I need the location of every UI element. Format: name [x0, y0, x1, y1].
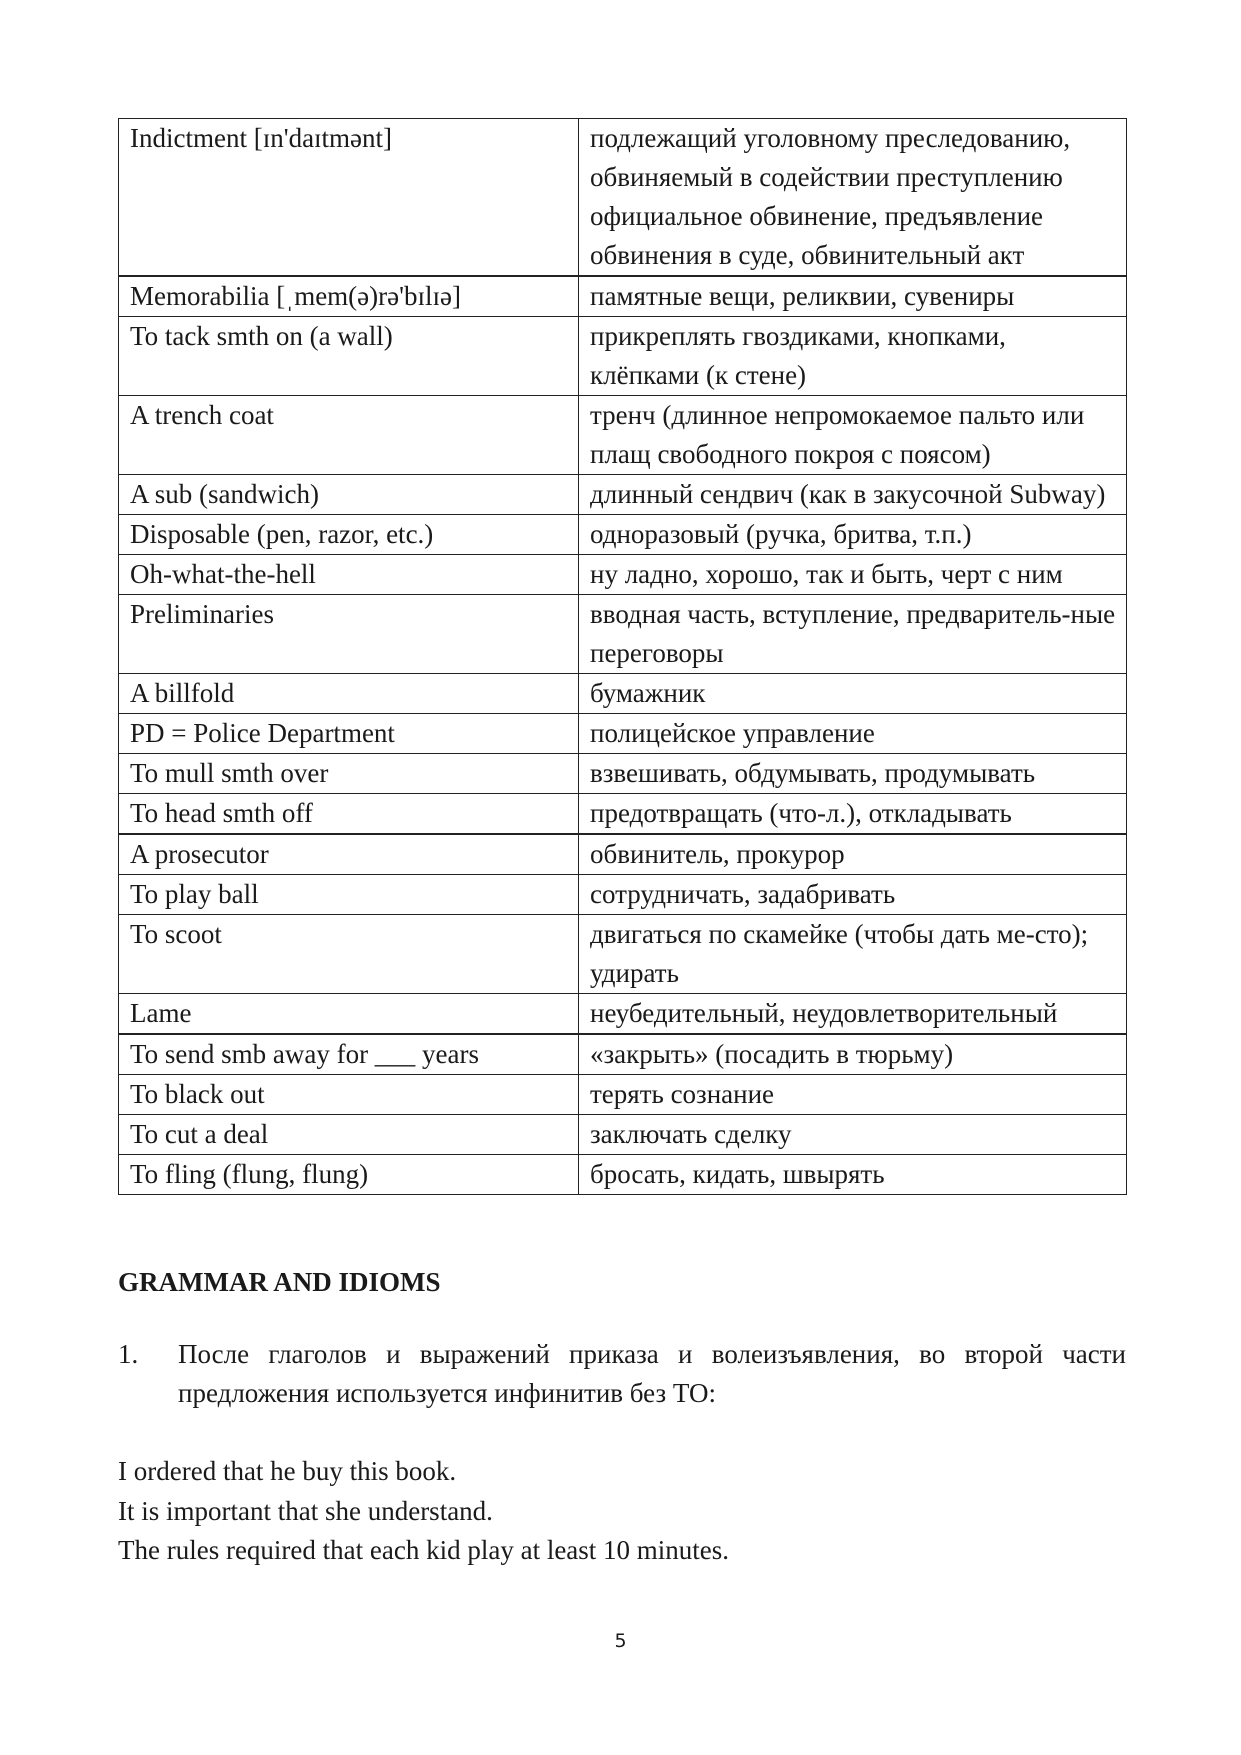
table-row [119, 396, 1127, 475]
example-sentence: It is important that she understand. [118, 1495, 493, 1526]
term-cell: To tack smth on (a wall) [119, 317, 579, 396]
table-row [119, 595, 1127, 674]
translation-cell: ну ладно, хорошо, так и быть, черт с ним [579, 555, 1127, 595]
translation-cell: «закрыть» (посадить в тюрьму) [579, 1034, 1127, 1075]
table-row [119, 1075, 1127, 1115]
table-row [119, 475, 1127, 515]
example-sentence: The rules required that each kid play at least 10 minutes. [118, 1535, 730, 1565]
term-cell: PD = Police Department [119, 714, 579, 754]
term-cell: To black out [119, 1075, 579, 1115]
translation-cell: терять сознание [579, 1075, 1127, 1115]
table-row [119, 555, 1127, 595]
table-row [119, 915, 1127, 994]
term-cell: To cut a deal [119, 1115, 579, 1155]
translation-cell: бумажник [579, 674, 1127, 714]
rule-number: 1. [118, 1339, 139, 1369]
example-sentence: I ordered that he buy this book. [118, 1456, 457, 1486]
table-row [119, 754, 1127, 794]
term-cell: A prosecutor [119, 834, 579, 875]
table-row [119, 834, 1127, 875]
term-cell: To head smth off [119, 794, 579, 835]
term-cell: A sub (sandwich) [119, 475, 579, 515]
table-row [119, 515, 1127, 555]
section-heading: GRAMMAR AND IDIOMS [118, 1267, 441, 1297]
translation-cell: взвешивать, обдумывать, продумывать [579, 754, 1127, 794]
term-cell: Lame [119, 994, 579, 1035]
table-row [119, 1115, 1127, 1155]
translation-cell: предотвращать (что-л.), откладывать [579, 794, 1127, 835]
vocabulary-table [118, 118, 1127, 1195]
translation-cell: заключать сделку [579, 1115, 1127, 1155]
translation-cell: длинный сендвич (как в закусочной Subway) [579, 475, 1127, 515]
translation-cell: бросать, кидать, швырять [579, 1155, 1127, 1195]
translation-cell: одноразовый (ручка, бритва, т.п.) [579, 515, 1127, 555]
translation-cell: прикреплять гвоздиками, кнопками, клёпками (к стене) [579, 317, 1127, 396]
table-row [119, 276, 1127, 317]
translation-cell: обвинитель, прокурор [579, 834, 1127, 875]
translation-cell: двигаться по скамейке (чтобы дать ме-сто); удирать [579, 915, 1127, 994]
term-cell: Disposable (pen, razor, etc.) [119, 515, 579, 555]
grammar-rule [118, 1335, 1126, 1413]
translation-cell: памятные вещи, реликвии, сувениры [579, 276, 1127, 317]
table-row [119, 317, 1127, 396]
table-row [119, 119, 1127, 277]
translation-cell: вводная часть, вступление, предваритель-ные переговоры [579, 595, 1127, 674]
term-cell: A billfold [119, 674, 579, 714]
table-row [119, 1034, 1127, 1075]
table-row [119, 994, 1127, 1035]
term-cell: Memorabilia [ˌmem(ə)rə'bɪlɪə] [119, 276, 579, 317]
term-cell: A trench coat [119, 396, 579, 475]
translation-cell: тренч (длинное непромокаемое пальто или плащ свободного покроя с поясом) [579, 396, 1127, 475]
rule-text: После глаголов и выражений приказа и волеизъявления, во второй части предложения используется инфинитив без ТО: [178, 1339, 1126, 1408]
term-cell: Oh-what-the-hell [119, 555, 579, 595]
table-row [119, 794, 1127, 835]
table-row [119, 714, 1127, 754]
term-cell: To scoot [119, 915, 579, 994]
term-cell: Preliminaries [119, 595, 579, 674]
translation-cell: подлежащий уголовному преследованию, обвиняемый в содействии преступлению официальное обвинение, предъявление обвинения в суде, обвинительный акт [579, 119, 1127, 277]
translation-cell: полицейское управление [579, 714, 1127, 754]
term-cell: Indictment [ɪn'daɪtmənt] [119, 119, 579, 277]
term-cell: To mull smth over [119, 754, 579, 794]
page-number: 5 [614, 1630, 627, 1652]
table-row [119, 875, 1127, 915]
translation-cell: сотрудничать, задабривать [579, 875, 1127, 915]
examples-list [118, 1452, 1126, 1571]
term-cell: To fling (flung, flung) [119, 1155, 579, 1195]
table-row [119, 674, 1127, 714]
term-cell: To send smb away for ___ years [119, 1034, 579, 1075]
term-cell: To play ball [119, 875, 579, 915]
table-row [119, 1155, 1127, 1195]
translation-cell: неубедительный, неудовлетворительный [579, 994, 1127, 1035]
